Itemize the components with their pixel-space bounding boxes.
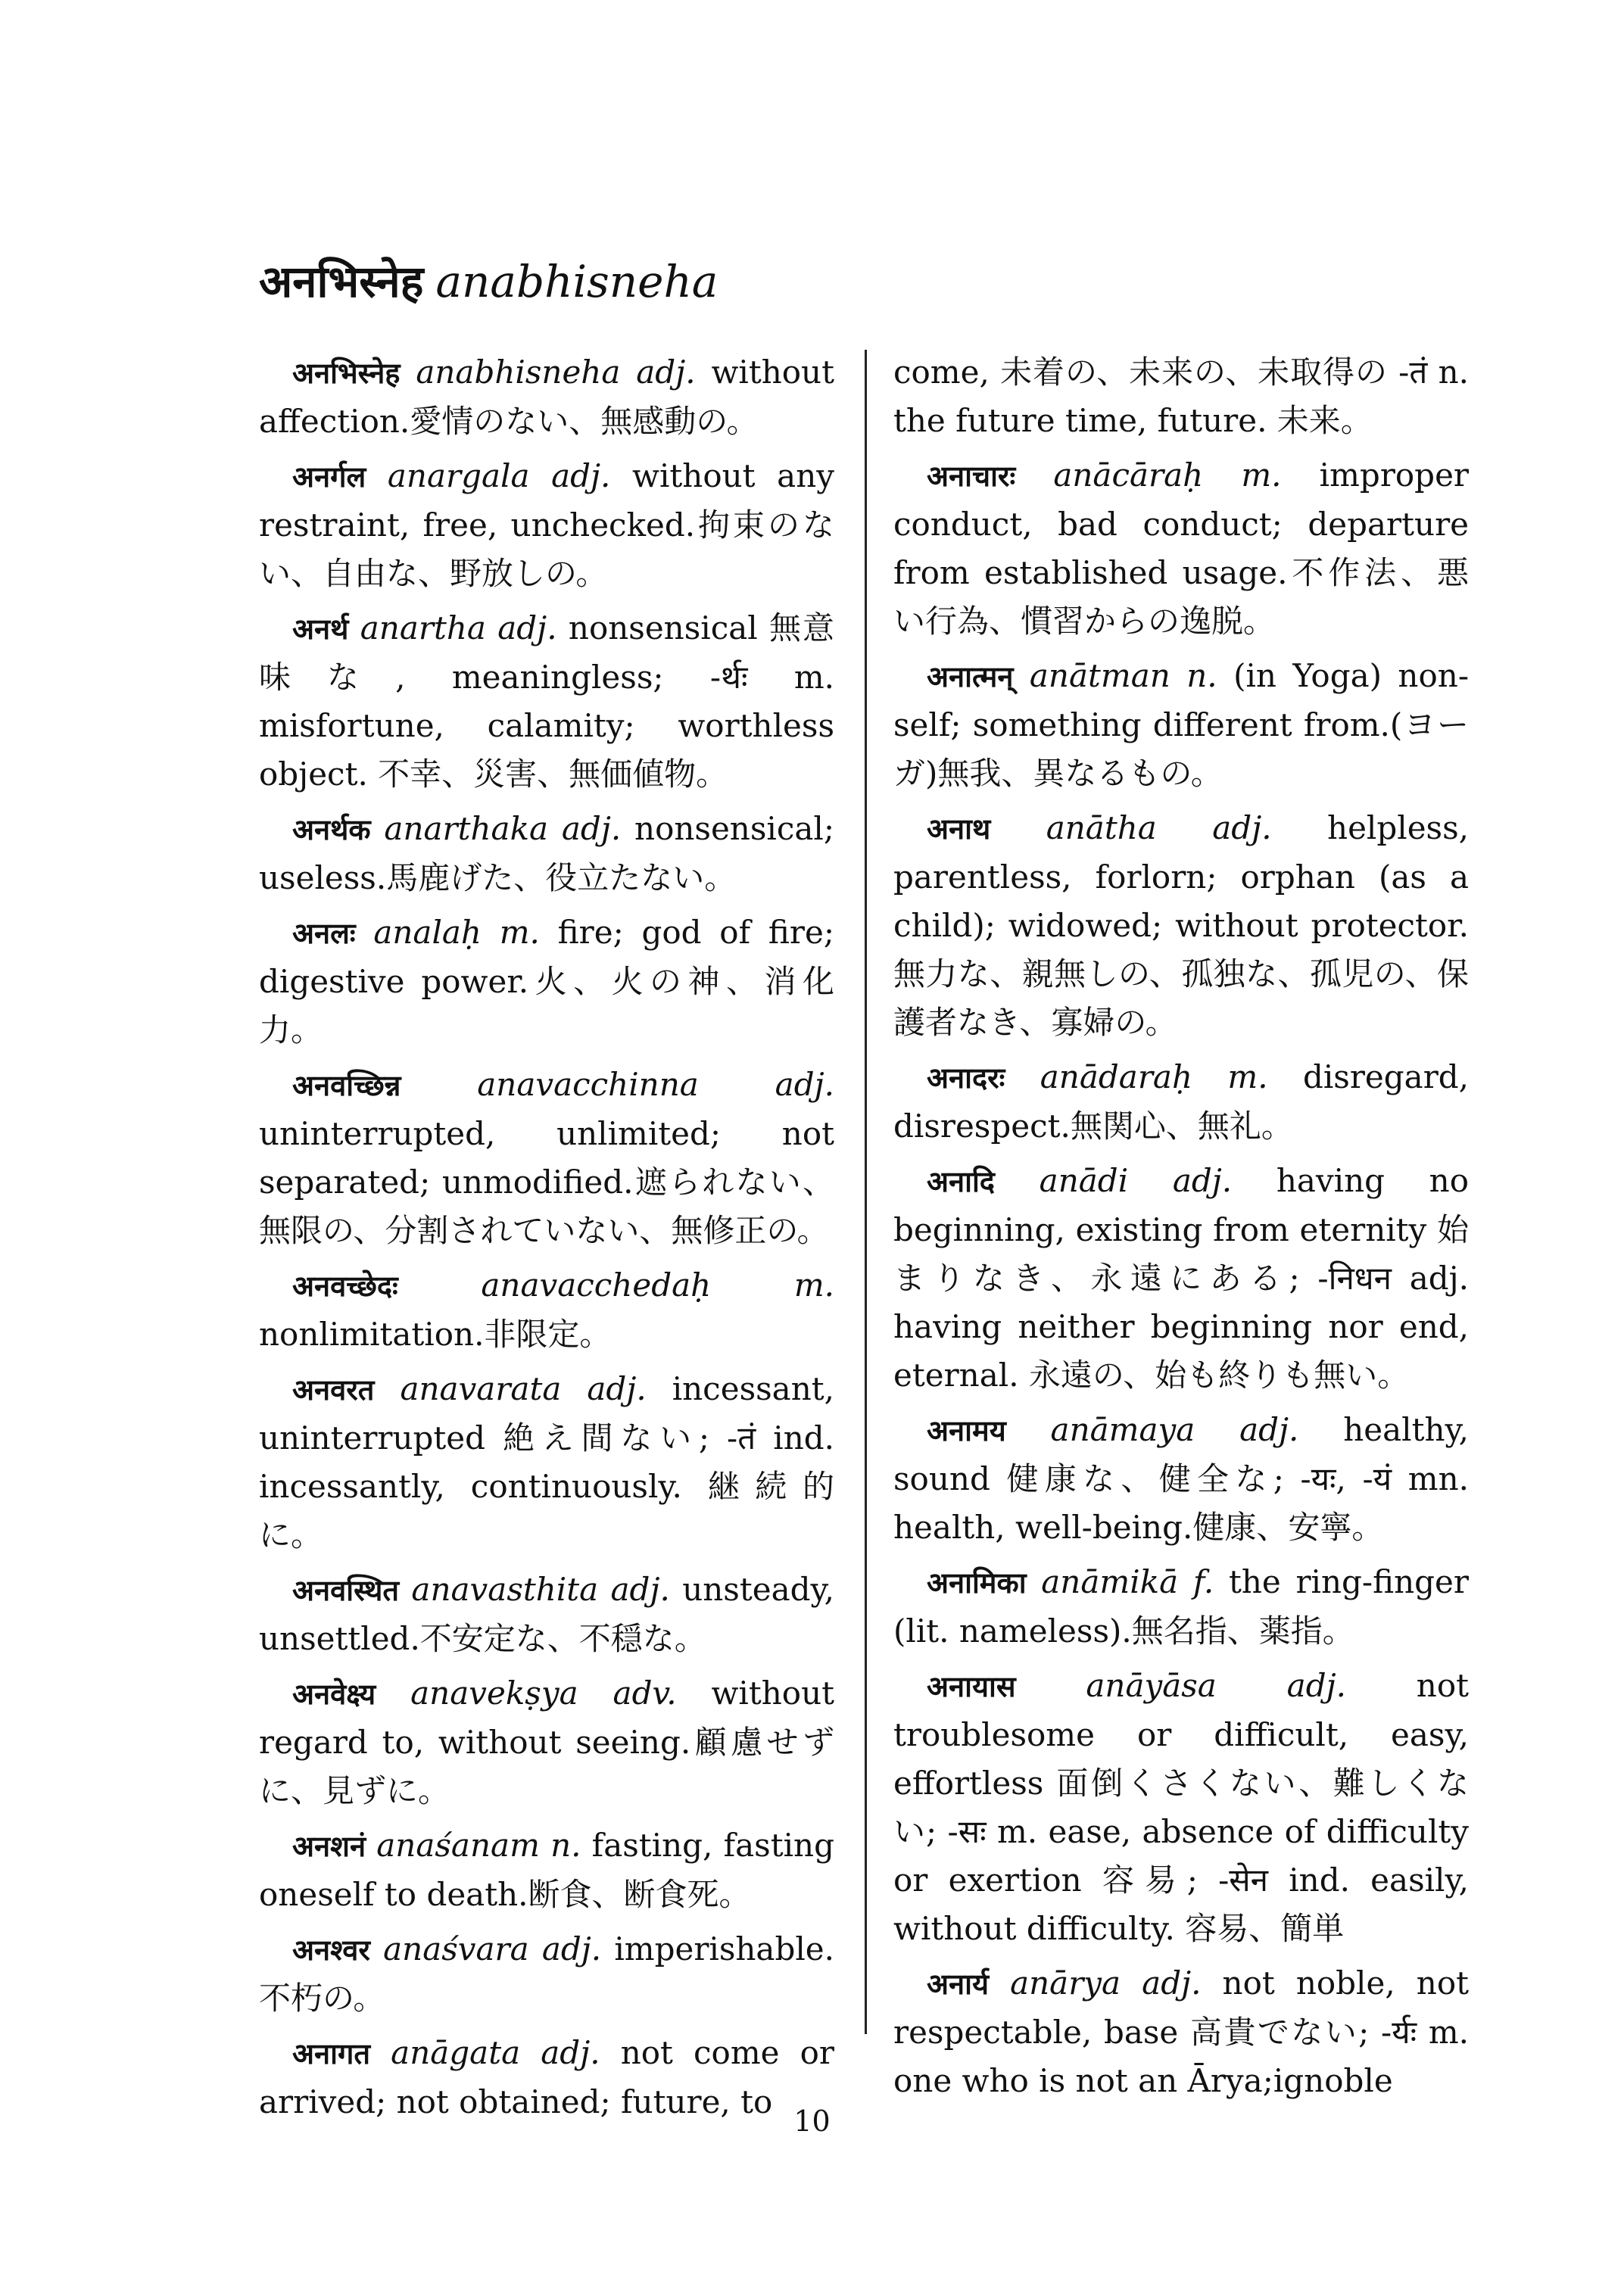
entry-grammar: adj.	[1172, 1162, 1233, 1199]
entry-romanization: analaḥ	[373, 914, 482, 951]
entry-grammar: m.	[499, 914, 540, 951]
dictionary-entry	[893, 1558, 1469, 1656]
entry-headword: अनार्य	[927, 1967, 990, 2001]
entry-headword: अनाचारः	[927, 460, 1016, 493]
entry-grammar: adj.	[541, 2034, 600, 2071]
dictionary-entry	[259, 1925, 834, 2023]
entry-grammar: adj.	[610, 1571, 670, 1608]
dictionary-entry	[893, 652, 1469, 798]
entry-romanization: anavekṣya	[410, 1675, 578, 1712]
entry-definition: having no beginning, existing from eternity 始まりなき、永遠にある; -निधन adj. having neither beginning nor end, eternal. 永遠の、始も終りも無い。	[893, 1162, 1470, 1394]
entry-definition: healthy, sound 健康な、健全な; -यः, -यं mn. health, well-being.健康、安寧。	[893, 1411, 1470, 1546]
entry-headword: अनवस्थित	[292, 1574, 400, 1607]
entry-definition: helpless, parentless, forlorn; orphan (as a child); widowed; without protector.無力な、親無しの、孤独な、孤児の、保護者なき、寡婦の。	[893, 809, 1470, 1041]
dictionary-entry	[259, 452, 834, 598]
entry-grammar: adj.	[1239, 1411, 1299, 1448]
entry-grammar: adj.	[587, 1370, 647, 1407]
entry-headword: अनवच्छेदः	[292, 1270, 398, 1303]
entry-romanization: anāmikā	[1041, 1563, 1179, 1600]
dictionary-entry	[893, 1959, 1469, 2105]
dictionary-entry	[259, 348, 834, 446]
dictionary-entry	[259, 805, 834, 902]
entry-headword: अनामय	[927, 1414, 1006, 1447]
entry-headword: अनामिका	[927, 1566, 1027, 1600]
dictionary-entry	[259, 908, 834, 1055]
entry-romanization: anaśvara	[383, 1930, 529, 1967]
entry-grammar: adj.	[1286, 1667, 1346, 1704]
entry-grammar: adj.	[1142, 1964, 1202, 2002]
dictionary-entry	[893, 451, 1469, 646]
entry-headword: अनश्वर	[292, 1933, 370, 1967]
entry-romanization: anārya	[1010, 1964, 1121, 2002]
entry-headword: अनवेक्ष्य	[292, 1678, 376, 1711]
entry-headword: अनलः	[292, 917, 356, 950]
entry-romanization: anavacchinna	[477, 1066, 699, 1103]
dictionary-entry	[893, 1662, 1469, 1953]
entry-romanization: anācāraḥ	[1053, 456, 1204, 494]
entry-definition: without affection.愛情のない、無感動の。	[259, 354, 834, 440]
header-roman: anabhisneha	[435, 256, 718, 307]
entry-definition: unsteady, unsettled.不安定な、不穏な。	[259, 1571, 834, 1657]
entry-headword: अनागत	[292, 2037, 371, 2070]
entry-definition: nonsensical 無意味な, meaningless; -र्थः m. misfortune, calamity; worthless object. 不幸、災害、無価値物。	[259, 609, 834, 793]
entry-grammar: m.	[1227, 1058, 1268, 1095]
entry-definition: nonsensical; useless.馬鹿げた、役立たない。	[259, 810, 834, 896]
entry-grammar: adj.	[775, 1066, 834, 1103]
dictionary-entry	[893, 1053, 1469, 1151]
entry-headword: अनात्मन्	[927, 660, 1014, 693]
dictionary-entry	[893, 804, 1469, 1047]
dictionary-entry	[259, 1261, 834, 1359]
entry-headword: अनर्थक	[292, 813, 371, 846]
entry-grammar: m.	[793, 1266, 834, 1304]
continuation-entry: come, 未着の、未来の、未取得の -तं n. the future time, future. 未来。	[893, 354, 1469, 439]
entry-headword: अनर्थ	[292, 612, 349, 646]
dictionary-entry	[259, 604, 834, 799]
dictionary-entry	[893, 1406, 1469, 1552]
entry-romanization: anāgata	[391, 2034, 521, 2071]
entry-definition: not troublesome or difficult, easy, effortless 面倒くさくない、難しくない; -सः m. ease, absence of difficulty or exertion 容易; -सेन ind. easily, without difficulty. 容易、簡単	[893, 1667, 1470, 1947]
entry-grammar: adj.	[541, 1930, 602, 1967]
entry-grammar: n.	[1186, 657, 1217, 694]
entry-romanization: anaśanam	[376, 1827, 540, 1864]
entry-romanization: anabhisneha	[416, 354, 621, 391]
right-column	[893, 348, 1469, 2111]
entry-romanization: anātha	[1046, 809, 1157, 846]
entry-grammar: adj.	[1212, 809, 1272, 846]
dictionary-entry	[893, 1157, 1469, 1400]
entry-grammar: n.	[550, 1827, 581, 1864]
entry-definition: not come or arrived; not obtained; future, to	[259, 2034, 834, 2120]
entry-grammar: m.	[1241, 456, 1282, 494]
running-header	[259, 256, 718, 309]
entry-romanization: anavacchedaḥ	[481, 1266, 712, 1304]
page-number: 10	[793, 2105, 831, 2138]
entry-definition: uninterrupted, unlimited; not separated; unmodified.遮られない、無限の、分割されていない、無修正の。	[259, 1115, 834, 1249]
dictionary-entry	[259, 1365, 834, 1559]
entry-romanization: anargala	[387, 457, 530, 494]
entry-romanization: anartha	[360, 609, 486, 646]
dictionary-entry	[259, 1061, 834, 1255]
entry-headword: अनशनं	[292, 1830, 366, 1863]
entry-romanization: anavasthita	[411, 1571, 599, 1608]
entry-headword: अनवच्छिन्न	[292, 1069, 401, 1102]
entry-headword: अनभिस्नेह	[292, 357, 401, 390]
entry-romanization: anāyāsa	[1086, 1667, 1217, 1704]
entry-grammar: adj.	[551, 457, 611, 494]
header-devanagari: अनभिस्नेह	[259, 256, 424, 307]
entry-definition: the ring-finger (lit. nameless).無名指、薬指。	[893, 1563, 1469, 1650]
entry-headword: अनायास	[927, 1670, 1016, 1703]
entry-definition: not noble, not respectable, base 高貴でない; -र्यः m. one who is not an Ārya;ignoble	[893, 1964, 1469, 2099]
entry-definition: without regard to, without seeing.顧慮せずに、見ずに。	[259, 1675, 835, 1809]
dictionary-entry	[259, 1669, 834, 1815]
entry-romanization: anātman	[1029, 657, 1170, 694]
left-column	[259, 348, 834, 2133]
entry-headword: अनर्गल	[292, 460, 366, 494]
entry-headword: अनादरः	[927, 1061, 1005, 1095]
dictionary-entry	[259, 1566, 834, 1663]
entry-romanization: anāmaya	[1050, 1411, 1195, 1448]
entry-definition: imperishable.不朽の。	[259, 1930, 834, 2017]
entry-definition: without any restraint, free, unchecked.拘束のない、自由な、野放しの。	[259, 457, 834, 592]
entry-grammar: adj.	[497, 609, 557, 646]
entry-grammar: adj.	[561, 810, 622, 847]
entry-romanization: anarthaka	[384, 810, 549, 847]
entry-grammar: f.	[1192, 1563, 1214, 1600]
entry-definition: improper conduct, bad conduct; departure from established usage.不作法、悪い行為、慣習からの逸脱。	[893, 456, 1469, 640]
entry-grammar: adv.	[613, 1675, 677, 1712]
entry-definition: nonlimitation.非限定。	[259, 1316, 612, 1353]
entry-headword: अनादि	[927, 1165, 995, 1198]
column-divider	[865, 350, 867, 2034]
entry-definition: incessant, uninterrupted 絶え間ない; -तं ind. incessantly, continuously. 継続的に。	[259, 1370, 834, 1553]
entry-romanization: anavarata	[400, 1370, 562, 1407]
entry-romanization: anādaraḥ	[1040, 1058, 1192, 1095]
entry-romanization: anādi	[1039, 1162, 1129, 1199]
entry-grammar: adj.	[636, 354, 696, 391]
entry-definition: fire; god of fire; digestive power.火、火の神、消化力。	[259, 914, 834, 1048]
entry-headword: अनाथ	[927, 812, 991, 846]
entry-definition: disregard, disrespect.無関心、無礼。	[893, 1058, 1470, 1145]
entry-definition: (in Yoga) non-self; something different from.(ヨーガ)無我、異なるもの。	[893, 657, 1470, 792]
entry-definition: fasting, fasting oneself to death.断食、断食死。	[259, 1827, 834, 1913]
entry-headword: अनवरत	[292, 1373, 375, 1407]
dictionary-entry	[259, 1821, 834, 1919]
